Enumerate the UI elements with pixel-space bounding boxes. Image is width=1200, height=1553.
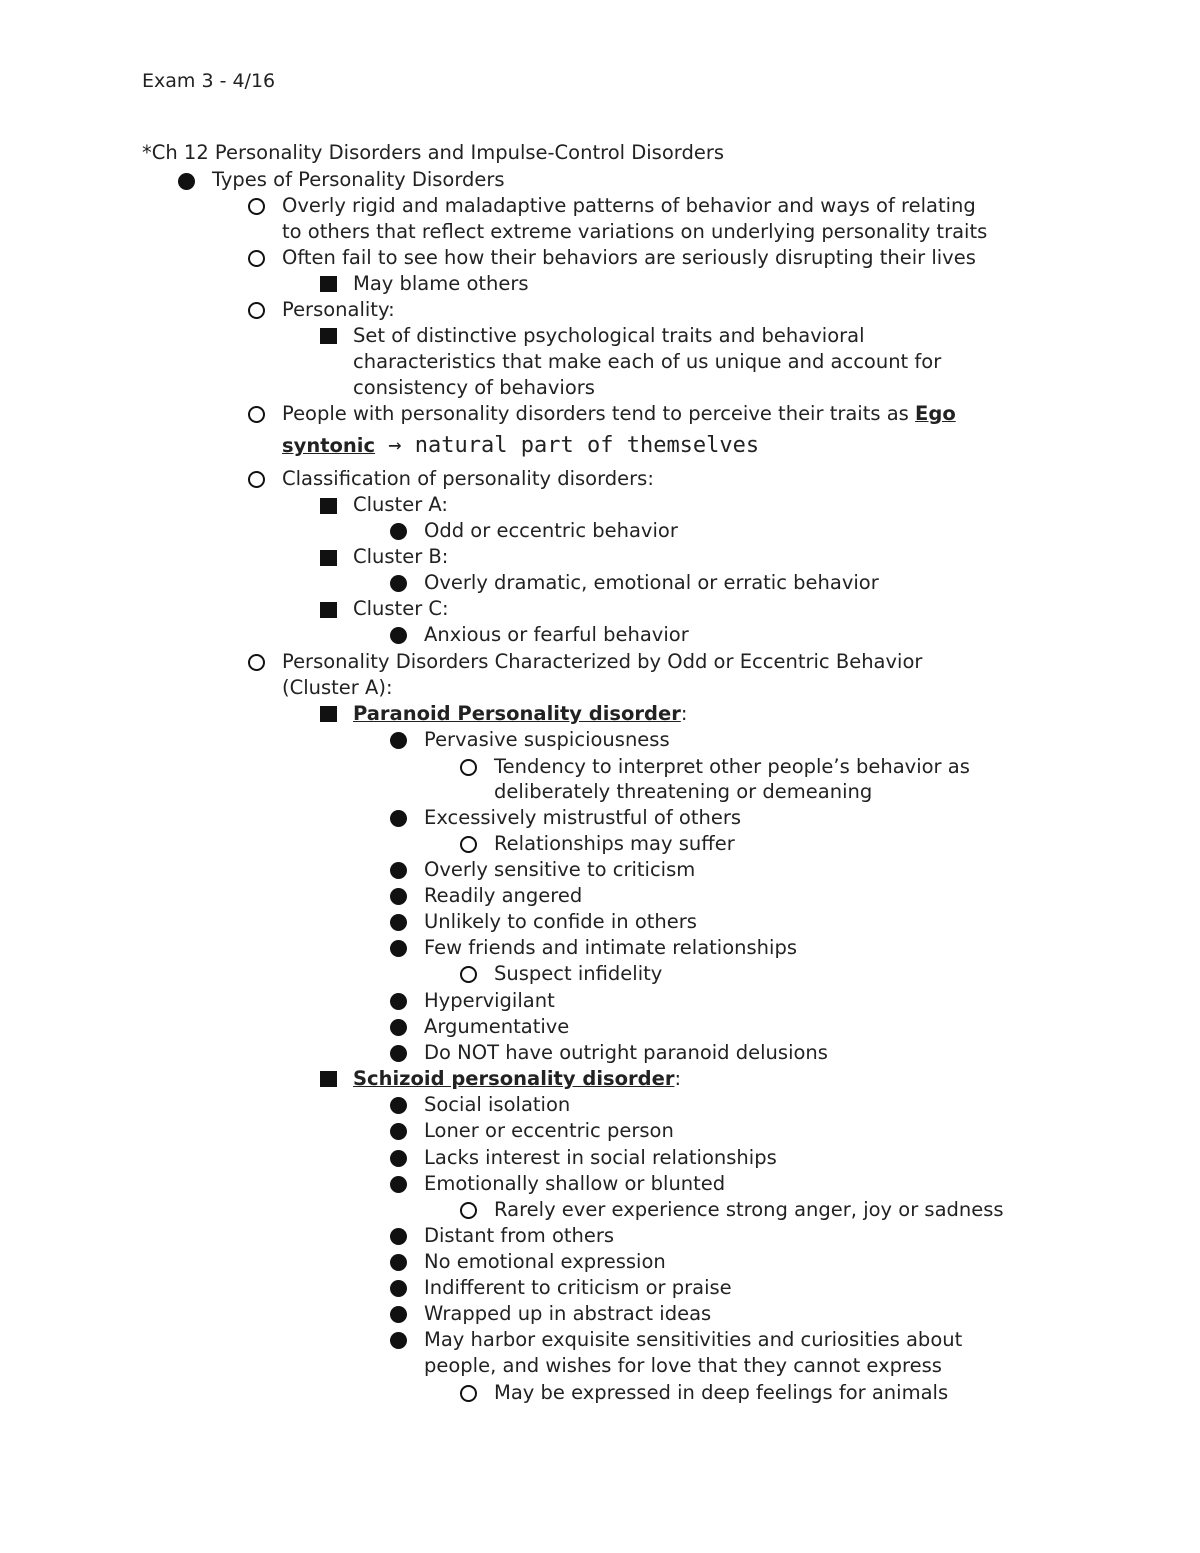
list-item: Unlikely to confide in others [424,910,697,933]
list-item: Indifferent to criticism or praise [424,1276,732,1299]
list-item: Cluster A: [353,493,448,516]
list-item: Argumentative [424,1015,570,1038]
list-item: Classification of personality disorders: [282,467,654,490]
list-item-continued [282,433,759,459]
circle-bullet [248,471,265,488]
list-item-continued: (Cluster A): [282,676,393,699]
list-item-continued: deliberately threatening or demeaning [494,780,873,803]
ego-syntonic-term: Ego [915,402,956,425]
circle-bullet [248,302,265,319]
list-item: Rarely ever experience strong anger, joy or sadness [494,1198,1004,1221]
heading-colon: : [674,1067,682,1090]
circle-bullet [460,1385,477,1402]
list-item: Personality: [282,298,395,321]
list-item: Types of Personality Disorders [212,168,505,191]
disc-bullet [390,810,407,827]
list-item-continued: to others that reflect extreme variations on underlying personality traits [282,220,988,243]
circle-bullet [460,836,477,853]
circle-bullet [248,654,265,671]
list-item: Anxious or fearful behavior [424,623,689,646]
list-item: Personality Disorders Characterized by Odd or Eccentric Behavior [282,650,923,673]
disc-bullet [390,1019,407,1036]
list-item: May blame others [353,272,529,295]
disc-bullet [390,1097,407,1114]
square-bullet [320,328,337,344]
chapter-title: *Ch 12 Personality Disorders and Impulse-Control Disorders [142,141,724,164]
list-item: May harbor exquisite sensitivities and curiosities about [424,1328,963,1351]
list-item: Pervasive suspiciousness [424,728,670,751]
disc-bullet [390,1280,407,1297]
square-bullet [320,602,337,618]
disc-bullet [390,1176,407,1193]
disc-bullet [178,173,195,190]
circle-bullet [460,1202,477,1219]
list-item: Few friends and intimate relationships [424,936,797,959]
heading-colon: : [680,702,688,725]
list-item: Odd or eccentric behavior [424,519,678,542]
circle-bullet [248,198,265,215]
list-item: Do NOT have outright paranoid delusions [424,1041,828,1064]
square-bullet [320,706,337,722]
list-item-text: People with personality disorders tend to perceive their traits as [282,402,909,425]
list-item: May be expressed in deep feelings for animals [494,1381,949,1404]
list-item [282,401,956,427]
disc-bullet [390,914,407,931]
square-bullet [320,550,337,566]
disc-bullet [390,993,407,1010]
circle-bullet [248,250,265,267]
list-item: Overly sensitive to criticism [424,858,696,881]
list-item: Suspect infidelity [494,962,663,985]
handwritten-note: → natural part of themselves [375,433,760,458]
disc-bullet [390,888,407,905]
list-item: Set of distinctive psychological traits and behavioral [353,324,865,347]
list-item: Lacks interest in social relationships [424,1146,777,1169]
list-item: Emotionally shallow or blunted [424,1172,726,1195]
list-item: Overly rigid and maladaptive patterns of behavior and ways of relating [282,194,976,217]
ego-syntonic-term: syntonic [282,434,376,457]
list-item [353,1066,681,1092]
disc-bullet [390,1306,407,1323]
list-item: Excessively mistrustful of others [424,806,742,829]
list-item-continued: people, and wishes for love that they cannot express [424,1354,942,1377]
disc-bullet [390,1123,407,1140]
disc-bullet [390,523,407,540]
list-item: Tendency to interpret other people’s behavior as [494,755,970,778]
disc-bullet [390,1228,407,1245]
disc-bullet [390,1150,407,1167]
disc-bullet [390,732,407,749]
paranoid-heading: Paranoid Personality disorder [353,702,681,725]
list-item: Readily angered [424,884,583,907]
page-header: Exam 3 - 4/16 [142,70,276,92]
disc-bullet [390,940,407,957]
disc-bullet [390,627,407,644]
disc-bullet [390,862,407,879]
list-item: Often fail to see how their behaviors are seriously disrupting their lives [282,246,976,269]
circle-bullet [460,966,477,983]
list-item: No emotional expression [424,1250,666,1273]
disc-bullet [390,575,407,592]
square-bullet [320,498,337,514]
square-bullet [320,276,337,292]
list-item [353,701,687,727]
list-item-continued: characteristics that make each of us unique and account for [353,350,942,373]
list-item-continued: consistency of behaviors [353,376,595,399]
list-item: Relationships may suffer [494,832,735,855]
list-item: Social isolation [424,1093,571,1116]
list-item: Cluster C: [353,597,449,620]
list-item: Cluster B: [353,545,449,568]
disc-bullet [390,1045,407,1062]
square-bullet [320,1071,337,1087]
schizoid-heading: Schizoid personality disorder [353,1067,675,1090]
list-item: Overly dramatic, emotional or erratic behavior [424,571,879,594]
list-item: Hypervigilant [424,989,555,1012]
disc-bullet [390,1332,407,1349]
disc-bullet [390,1254,407,1271]
circle-bullet [460,759,477,776]
list-item: Loner or eccentric person [424,1119,674,1142]
circle-bullet [248,406,265,423]
list-item: Distant from others [424,1224,615,1247]
list-item: Wrapped up in abstract ideas [424,1302,712,1325]
